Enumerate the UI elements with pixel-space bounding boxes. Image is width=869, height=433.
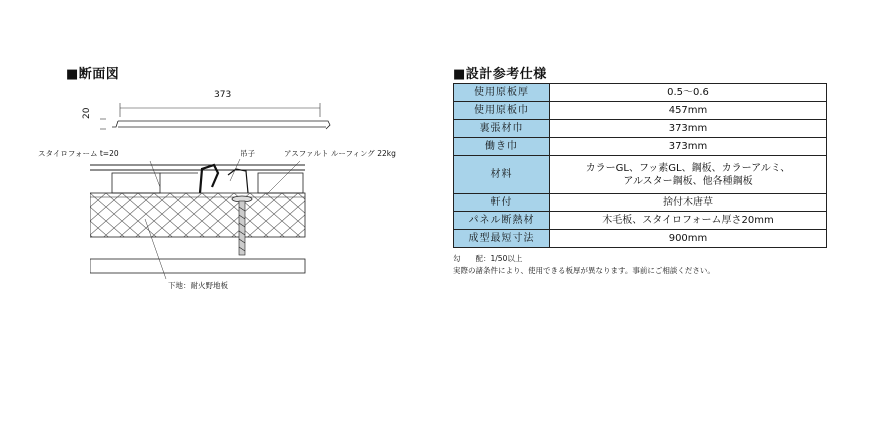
label-base-board: 下地：耐火野地板 [168,281,228,290]
note-conditions: 実際の諸条件により、使用できる板厚が異なります。事前にご相談ください。 [453,266,715,275]
row-label: 使用原板厚 [454,84,550,102]
row-value: 0.5～0.6 [550,84,827,102]
table-row [454,212,827,230]
height-dimension-label: 20 [82,107,92,119]
row-label: 裏張材巾 [454,120,550,138]
row-label: 成型最短寸法 [454,230,550,248]
row-value: 捨付木唐草 [550,194,827,212]
width-dimension-label: 373 [214,90,232,100]
spec-title: ■設計参考仕様 [453,67,547,82]
label-hanger: 吊子 [240,149,255,158]
table-row [454,120,827,138]
row-value: 木毛板、スタイロフォーム厚さ20mm [550,212,827,230]
table-row [454,102,827,120]
row-value: 457mm [550,102,827,120]
row-label: 軒付 [454,194,550,212]
section-title: ■断面図 [66,67,120,82]
label-styrofoam: スタイロフォーム t=20 [38,149,119,158]
label-asphalt-roofing: アスファルト ルーフィング 22kg [284,149,396,158]
row-value-line-1: カラーGL、フッ素GL、鋼板、カラーアルミ、 [585,162,791,174]
note-slope: 勾 配：1/50以上 [453,254,523,263]
table-row [454,138,827,156]
row-value: 373mm [550,138,827,156]
row-value [550,156,827,194]
table-row [454,84,827,102]
row-label: 使用原板巾 [454,102,550,120]
cross-section-drawing [90,95,350,285]
table-row [454,194,827,212]
row-label: 働き巾 [454,138,550,156]
row-value-line-2: アルスター鋼板、他各種鋼板 [623,175,753,187]
row-label: パネル断熱材 [454,212,550,230]
row-value: 900mm [550,230,827,248]
row-value: 373mm [550,120,827,138]
table-row [454,156,827,194]
table-row [454,230,827,248]
spec-table [453,83,827,248]
row-label: 材料 [454,156,550,194]
